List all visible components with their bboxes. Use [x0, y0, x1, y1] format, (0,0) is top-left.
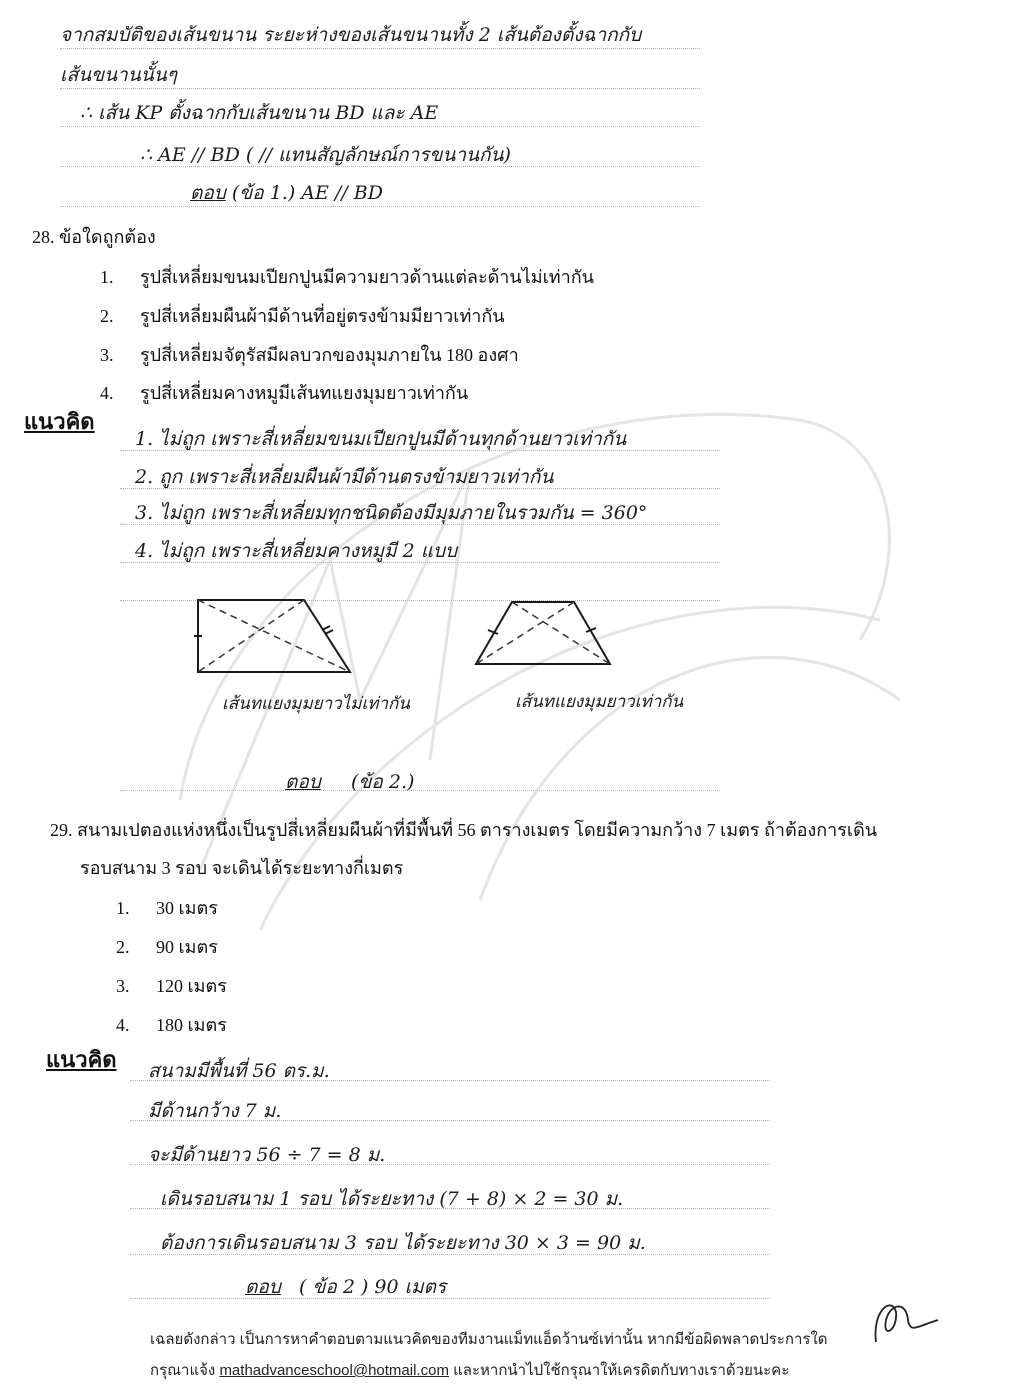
- q28-reason-2: 2. ถูก เพราะสี่เหลี่ยมผืนผ้ามีด้านตรงข้ามยาวเท่ากัน: [135, 466, 554, 488]
- prev-solution-line-3: ∴ เส้น KP ตั้งฉากกับเส้นขนาน BD และ AE: [80, 102, 439, 124]
- q28-option-2: 2. รูปสี่เหลี่ยมผืนผ้ามีด้านที่อยู่ตรงข้ามมียาวเท่ากัน: [100, 306, 505, 326]
- question-29-line-1: 29. สนามเปตองแห่งหนึ่งเป็นรูปสี่เหลี่ยมผืนผ้าที่มีพื้นที่ 56 ตารางเมตร โดยมีความกว้าง 7 เมตร ถ้าต้องการเดิน: [50, 820, 878, 840]
- q28-reason-1: 1. ไม่ถูก เพราะสี่เหลี่ยมขนมเปียกปูนมีด้านทุกด้านยาวเท่ากัน: [135, 428, 627, 450]
- q29-work-line-3: จะมีด้านยาว 56 ÷ 7 = 8 ม.: [148, 1144, 386, 1166]
- q28-option-1: 1. รูปสี่เหลี่ยมขนมเปียกปูนมีความยาวด้านแต่ละด้านไม่เท่ากัน: [100, 267, 594, 287]
- prev-solution-line-2: เส้นขนานนั้นๆ: [60, 64, 177, 86]
- q29-option-1: 1. 30 เมตร: [116, 898, 218, 918]
- answer-word: ตอบ: [245, 1276, 281, 1298]
- trapezoid-figure-left: [192, 596, 362, 686]
- contact-email-link[interactable]: mathadvanceschool@hotmail.com: [219, 1362, 449, 1379]
- figure-left-caption: เส้นทแยงมุมยาวไม่เท่ากัน: [222, 694, 410, 714]
- q29-work-line-4: เดินรอบสนาม 1 รอบ ได้ระยะทาง (7 + 8) × 2 = 30 ม.: [160, 1188, 624, 1210]
- prev-solution-line-4: ∴ AE // BD ( // แทนสัญลักษณ์การขนานกัน): [140, 144, 511, 166]
- q29-work-line-5: ต้องการเดินรอบสนาม 3 รอบ ได้ระยะทาง 30 × 3 = 90 ม.: [160, 1232, 646, 1254]
- q29-option-3: 3. 120 เมตร: [116, 976, 227, 996]
- q29-approach-heading: แนวคิด: [46, 1047, 117, 1072]
- q28-answer: [285, 767, 414, 797]
- trapezoid-figure-right: [472, 598, 622, 678]
- q29-option-2: 2. 90 เมตร: [116, 937, 218, 957]
- answer-word: ตอบ: [190, 182, 226, 204]
- answer-text: (ข้อ 2.): [351, 771, 415, 793]
- q28-reason-3: 3. ไม่ถูก เพราะสี่เหลี่ยมทุกชนิดต้องมีมุมภายในรวมกัน = 360°: [135, 502, 648, 524]
- figure-right-caption: เส้นทแยงมุมยาวเท่ากัน: [515, 692, 684, 712]
- q28-option-4: 4. รูปสี่เหลี่ยมคางหมูมีเส้นทแยงมุมยาวเท่ากัน: [100, 383, 469, 403]
- footer-disclaimer: เฉลยดังกล่าว เป็นการหาคำตอบตามแนวคิดของทีมงานแม็ทแอ็ดว้านซ์เท่านั้น หากมีข้อผิดพลาดประการใด: [150, 1331, 828, 1348]
- signature: [862, 1290, 942, 1350]
- prev-answer: [190, 178, 383, 208]
- question-29-line-2: รอบสนาม 3 รอบ จะเดินได้ระยะทางกี่เมตร: [80, 858, 404, 878]
- q28-option-3: 3. รูปสี่เหลี่ยมจัตุรัสมีผลบวกของมุมภายใน 180 องศา: [100, 345, 519, 365]
- q29-answer: [245, 1272, 446, 1302]
- q29-work-line-2: มีด้านกว้าง 7 ม.: [148, 1100, 282, 1122]
- q28-reason-4: 4. ไม่ถูก เพราะสี่เหลี่ยมคางหมูมี 2 แบบ: [135, 540, 458, 562]
- answer-text: (ข้อ 1.) AE // BD: [231, 182, 383, 204]
- q29-option-4: 4. 180 เมตร: [116, 1015, 227, 1035]
- prev-solution-line-1: จากสมบัติของเส้นขนาน ระยะห่างของเส้นขนานทั้ง 2 เส้นต้องตั้งฉากกับ: [60, 24, 642, 46]
- answer-text: ( ข้อ 2 ) 90 เมตร: [298, 1276, 447, 1298]
- answer-word: ตอบ: [285, 771, 321, 793]
- question-28: 28. ข้อใดถูกต้อง: [32, 227, 156, 247]
- q28-approach-heading: แนวคิด: [24, 409, 95, 434]
- q29-work-line-1: สนามมีพื้นที่ 56 ตร.ม.: [148, 1060, 330, 1082]
- footer-contact: กรุณาแจ้ง mathadvanceschool@hotmail.com และหากนำไปใช้กรุณาให้เครดิตกับทางเราด้วยนะคะ: [150, 1362, 790, 1379]
